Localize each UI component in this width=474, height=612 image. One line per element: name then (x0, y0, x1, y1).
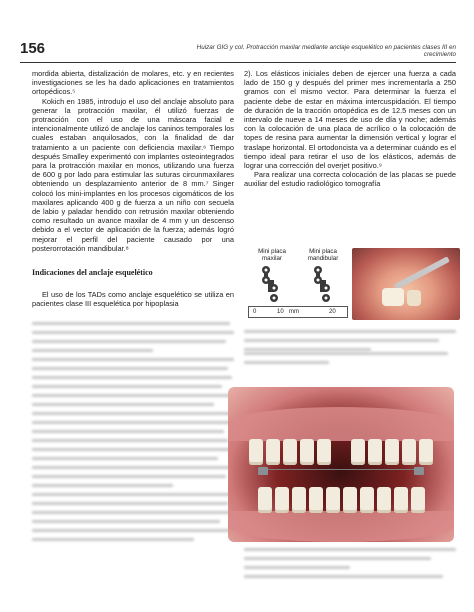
left-paragraph-1: mordida abierta, distalización de molares, etc. y en recientes investigaciones se les ha dado aplicaciones en tratamientos ortopédicos.⁵ (32, 69, 234, 97)
left-column-continued (32, 290, 234, 308)
right-paragraph-2: Para realizar una correcta colocación de las placas se puede auxiliar del estudio radiológico tomografía (244, 170, 456, 189)
blurred-text-left (32, 322, 234, 547)
page-number: 156 (20, 40, 46, 57)
blurred-caption-3 (244, 548, 456, 575)
plates-drawing (256, 264, 346, 306)
blurred-caption-4 (244, 575, 456, 584)
label-maxilar-plate: Mini placa maxilar (258, 248, 286, 262)
running-header: Huizar GIG y col. Protracción maxilar mediante anclaje esquelético en pacientes clases III en crecimiento (196, 44, 456, 58)
section-heading: Indicaciones del anclaje esquelético (32, 268, 153, 277)
blurred-caption-2 (244, 352, 456, 370)
label-mandibular-plate: Mini placa mandibular (307, 248, 339, 262)
intraoral-photo (228, 387, 454, 542)
left-paragraph-3: El uso de los TADs como anclaje esquelético se utiliza en pacientes clase III esquelética por hipoplasia (32, 290, 234, 309)
header-rule (20, 62, 456, 63)
ruler-20: 20 (329, 309, 336, 315)
ruler-unit: mm (289, 309, 299, 315)
left-column (32, 69, 234, 253)
left-paragraph-2: Kokich en 1985, introdujo el uso del anclaje absoluto para generar la protracción maxilar, él utilizó fuerzas de protracción con el uso de una máscara facial e intencionalmente utilizó de anclaje los caninos temporales los cuales estaban anquilosados, con la finalidad de dar tratamiento a un paciente con deficiencia maxilar.⁶ Tiempo después Smalley experimentó con implantes osteointegrados para la protracción maxilar en monos, utilizando una fuerza de 600 g por lado para estimular las suturas circunmaxilares obteniendo un desplazamiento anterior de 8 mm.⁷ Singer colocó los mini-implantes en los procesos cigomáticos de los maxilares aplicando 400 g de fuerza a un niño con secuela de labio y paladar hendido con retrusión maxilar obteniendo como resultado un avance maxilar de 4 mm y un descenso debido a el vector de aplicación de la fuerza; además logró mejorar el perfil del paciente causado por una posterorrotación mandibular.⁸ (32, 96, 234, 253)
ruler-10: 10 (277, 309, 284, 315)
ruler-0: 0 (253, 309, 257, 315)
right-paragraph-1: 2). Los elásticos iniciales deben de ejercer una fuerza a cada lado de 150 g y después del primer mes incrementarla a 250 gramos con el mismo vector. Para determinar la fuerza el paciente debe de estar en máxima intercuspidación. El tiempo de duración de la tracción ortopédica es de 12.5 meses con un intervalo de nueve a 14 meses de uso de día y noche; además con la colocación de una placa de acrílico o la colocación de topes de resina para aumentar la dimensión vertical y lograr el traslape horizontal. El ortodoncista va a determinar cuándo es el tiempo ideal para retirar el uso de los elásticos, además de lograr una corrección del overjet positivo.⁹ (244, 69, 456, 171)
right-column (244, 69, 456, 189)
surgical-photo (352, 248, 460, 320)
mini-plates-figure (248, 248, 348, 320)
scale-ruler (248, 306, 348, 318)
